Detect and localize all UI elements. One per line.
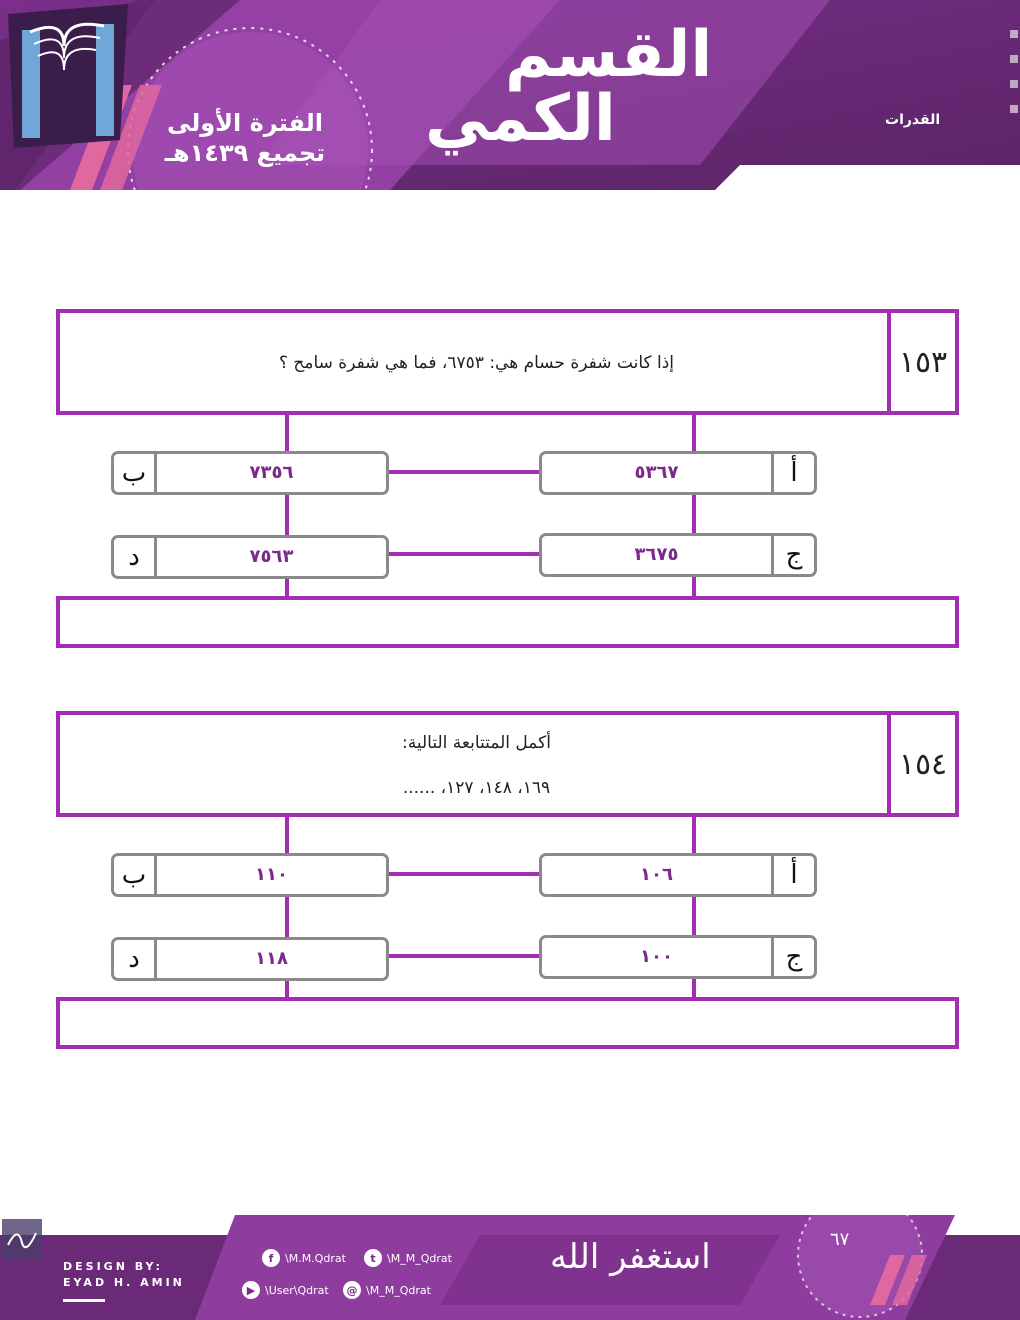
- option-d[interactable]: [111, 937, 389, 981]
- logo-text: القدرات: [885, 112, 941, 128]
- option-letter: د: [114, 538, 157, 576]
- designer-underline: [63, 1299, 105, 1302]
- question-box-154: [56, 711, 959, 817]
- option-letter: ج: [771, 536, 814, 574]
- section-title-line2: الكمي: [425, 82, 616, 156]
- social-twitter[interactable]: [364, 1249, 452, 1267]
- social-handle: \M_M_Qdrat: [366, 1283, 431, 1297]
- qudrat-logo-icon: [0, 0, 128, 148]
- option-value: ٧٥٦٣: [249, 546, 294, 567]
- designer-credit-line2: EYAD H. AMIN: [63, 1276, 185, 1289]
- option-value: ٧٣٥٦: [249, 462, 294, 483]
- option-letter: أ: [771, 856, 814, 894]
- page-header: [0, 0, 1020, 190]
- option-letter: ج: [771, 938, 814, 976]
- option-value: ١٠٠: [640, 946, 673, 967]
- option-c[interactable]: [539, 935, 817, 979]
- question-text: أكمل المتتابعة التالية:: [402, 733, 551, 753]
- option-value: ٥٣٦٧: [634, 462, 679, 483]
- option-value: ٣٦٧٥: [634, 544, 679, 565]
- question-box-153: [56, 309, 959, 415]
- option-c[interactable]: [539, 533, 817, 577]
- option-a[interactable]: [539, 451, 817, 495]
- connector-row-a: [388, 470, 540, 474]
- question-sequence: ١٦٩، ١٤٨، ١٢٧، ......: [402, 778, 551, 798]
- twitter-icon: t: [364, 1249, 382, 1267]
- option-letter: ب: [114, 454, 157, 492]
- designer-signature-icon: [0, 1215, 44, 1265]
- period-line2: تجميع ١٤٣٩هـ: [164, 139, 326, 167]
- option-d[interactable]: [111, 535, 389, 579]
- social-youtube[interactable]: [242, 1281, 329, 1299]
- period-label: [150, 108, 340, 168]
- facebook-icon: f: [262, 1249, 280, 1267]
- page-number: ٦٧: [830, 1229, 850, 1250]
- option-letter: ب: [114, 856, 157, 894]
- connector-row-c: [388, 552, 540, 556]
- option-value: ١٠٦: [640, 864, 673, 885]
- option-value: ١١٨: [255, 948, 288, 969]
- connector-row-c: [388, 954, 540, 958]
- connector-row-a: [388, 872, 540, 876]
- designer-credit: [63, 1259, 185, 1291]
- period-line1: الفترة الأولى: [166, 109, 324, 137]
- option-letter: د: [114, 940, 157, 978]
- option-value: ١١٠: [255, 864, 288, 885]
- option-a[interactable]: [539, 853, 817, 897]
- page-footer: [0, 1215, 1020, 1320]
- social-handle: \User\Qdrat: [265, 1283, 329, 1297]
- designer-credit-line1: DESIGN BY:: [63, 1260, 163, 1273]
- social-handle: \M_M_Qdrat: [387, 1251, 452, 1265]
- question-text: إذا كانت شفرة حسام هي: ٦٧٥٣، فما هي شفرة سامح ؟: [278, 353, 675, 373]
- option-b[interactable]: [111, 853, 389, 897]
- social-at[interactable]: [343, 1281, 431, 1299]
- section-title-line1: القسم: [505, 18, 713, 92]
- option-letter: أ: [771, 454, 814, 492]
- social-handle: \M.M.Qdrat: [285, 1251, 346, 1265]
- youtube-icon: ▶: [242, 1281, 260, 1299]
- answer-box-153[interactable]: [56, 596, 959, 648]
- option-b[interactable]: [111, 451, 389, 495]
- at-icon: @: [343, 1281, 361, 1299]
- answer-box-154[interactable]: [56, 997, 959, 1049]
- question-number: ١٥٣: [887, 313, 955, 411]
- question-number: ١٥٤: [887, 715, 955, 813]
- calligraphy-text: استغفر الله: [550, 1237, 711, 1277]
- social-facebook[interactable]: [262, 1249, 346, 1267]
